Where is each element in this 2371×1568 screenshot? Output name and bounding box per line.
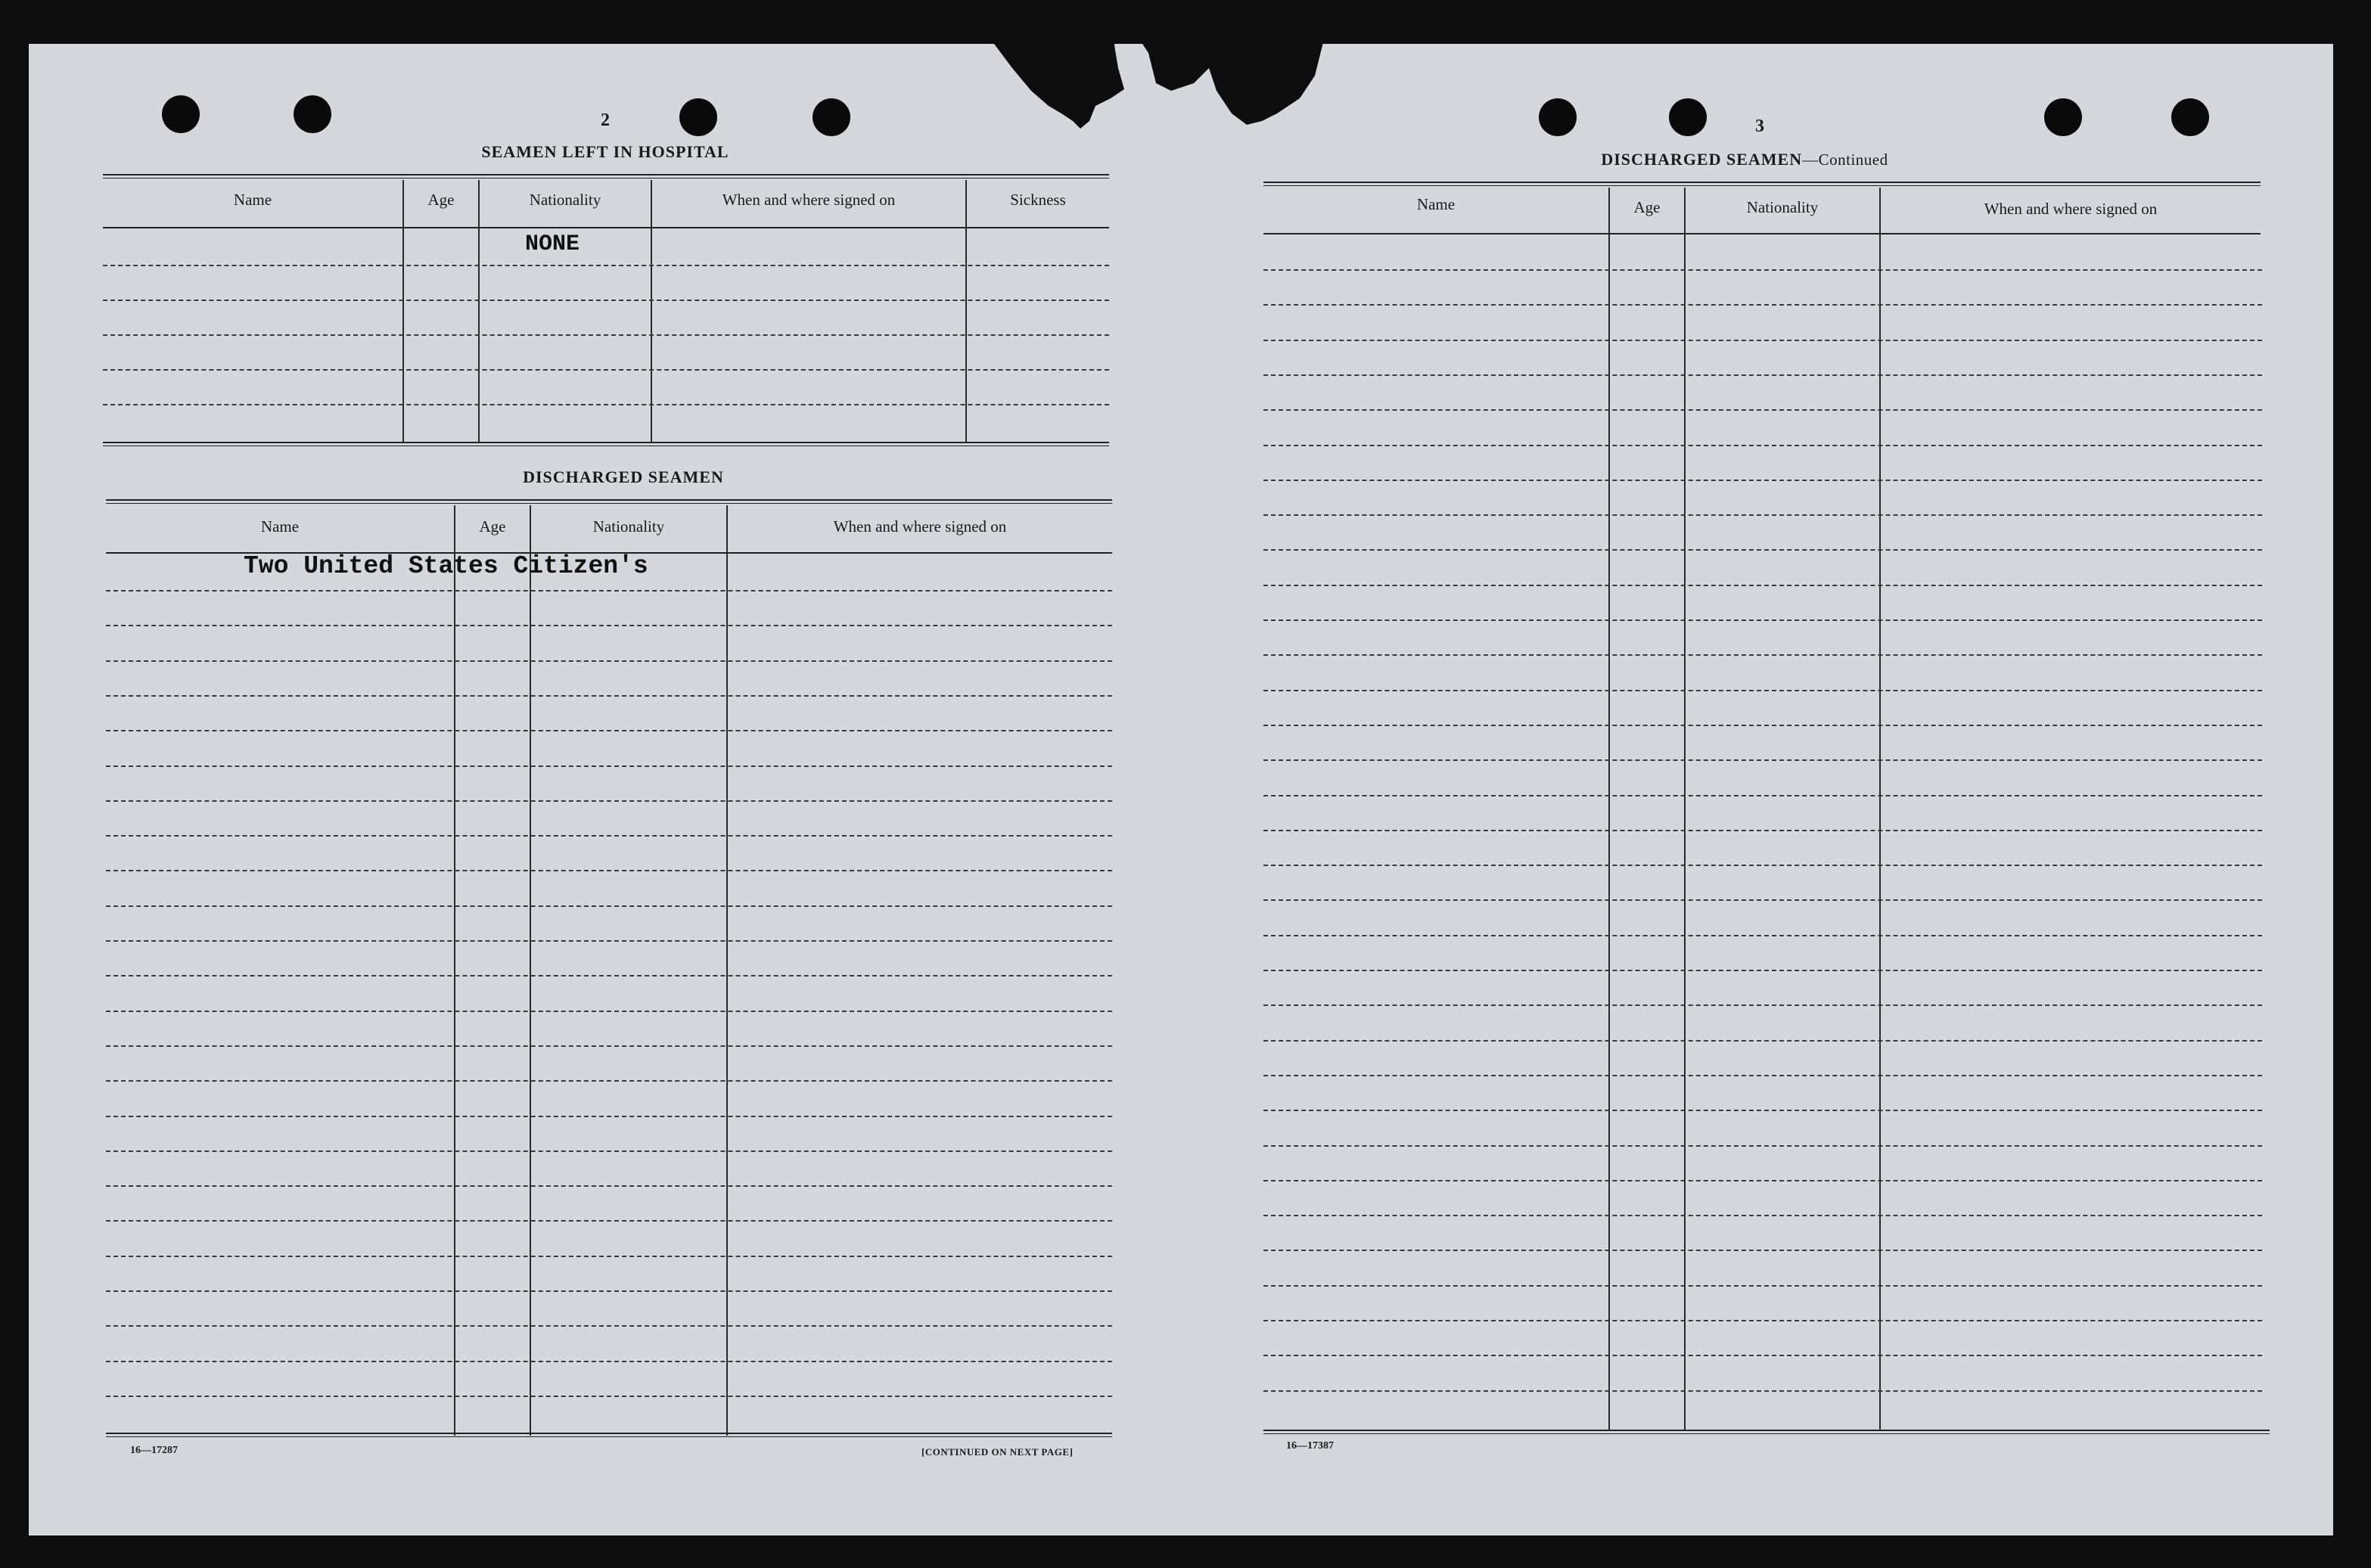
row-line	[106, 625, 1112, 626]
col-name: Name	[233, 191, 272, 209]
row-line	[106, 1396, 1112, 1397]
row-line	[1263, 304, 2262, 306]
row-line	[1263, 619, 2262, 621]
row-line	[106, 1220, 1112, 1222]
page-number: 2	[601, 110, 610, 130]
punch-hole	[162, 95, 200, 133]
row-line	[1263, 409, 2262, 411]
page-number: 3	[1755, 116, 1764, 136]
row-line	[103, 265, 1109, 266]
punch-hole	[813, 98, 850, 136]
col-sickness: Sickness	[1010, 191, 1066, 209]
row-line	[1263, 1215, 2262, 1216]
row-line	[106, 1185, 1112, 1187]
row-line	[106, 1325, 1112, 1327]
col-signed-on: When and where signed on	[1984, 200, 2158, 218]
row-line	[1263, 1110, 2262, 1111]
row-line	[1263, 549, 2262, 551]
row-line	[1263, 1390, 2262, 1392]
row-line	[103, 369, 1109, 371]
torn-edge	[959, 0, 1353, 151]
row-line	[1263, 1145, 2262, 1147]
row-line	[1263, 725, 2262, 726]
table-top-rule	[1263, 182, 2261, 186]
row-line	[106, 940, 1112, 942]
row-line	[106, 1256, 1112, 1257]
punch-hole	[2171, 98, 2209, 136]
row-line	[1263, 935, 2262, 936]
header-rule	[103, 227, 1109, 228]
row-line	[103, 300, 1109, 301]
row-line	[1263, 1285, 2262, 1287]
row-line	[1263, 1040, 2262, 1042]
row-line	[106, 1045, 1112, 1047]
col-name: Name	[1416, 195, 1456, 213]
row-line	[103, 404, 1109, 405]
row-line	[1263, 654, 2262, 656]
col-nationality: Nationality	[529, 191, 601, 209]
row-line	[1263, 480, 2262, 481]
punch-hole	[294, 95, 331, 133]
col-divider	[454, 505, 455, 1436]
row-line	[1263, 899, 2262, 901]
row-line	[1263, 514, 2262, 516]
col-nationality: Nationality	[1746, 198, 1819, 216]
discharged-section-title: DISCHARGED SEAMEN	[523, 467, 724, 486]
row-line	[1263, 830, 2262, 831]
row-line	[1263, 1320, 2262, 1321]
hospital-section-title: SEAMEN LEFT IN HOSPITAL	[481, 142, 729, 161]
row-line	[106, 975, 1112, 977]
row-line	[106, 835, 1112, 837]
title-main: DISCHARGED SEAMEN	[1601, 150, 1803, 169]
col-signed-on: When and where signed on	[722, 191, 896, 209]
table-bottom-rule	[106, 1433, 1112, 1437]
table-top-rule	[106, 499, 1112, 504]
punch-hole	[1539, 98, 1577, 136]
row-line	[106, 590, 1112, 591]
punch-hole	[679, 98, 717, 136]
row-line	[106, 660, 1112, 662]
document-sheet	[29, 44, 2333, 1535]
row-line	[1263, 1355, 2262, 1356]
row-line	[106, 1011, 1112, 1012]
row-line	[106, 695, 1112, 697]
row-line	[106, 800, 1112, 802]
col-divider	[726, 505, 728, 1436]
row-line	[106, 765, 1112, 767]
form-code: 16—17387	[1286, 1440, 1334, 1452]
discharged-continued-title	[1442, 150, 2047, 169]
table-bottom-rule	[103, 442, 1109, 446]
row-line	[1263, 374, 2262, 376]
row-line	[1263, 690, 2262, 691]
punch-hole	[1669, 98, 1707, 136]
row-line	[103, 334, 1109, 336]
col-signed-on: When and where signed on	[833, 517, 1007, 536]
row-line	[1263, 759, 2262, 761]
discharged-entry: Two United States Citizen's	[244, 552, 648, 580]
col-divider	[530, 505, 531, 1436]
row-line	[106, 1361, 1112, 1362]
row-line	[106, 730, 1112, 731]
hospital-entry: NONE	[525, 231, 580, 257]
header-rule	[1263, 233, 2261, 234]
row-line	[1263, 585, 2262, 586]
continued-note: [CONTINUED ON NEXT PAGE]	[921, 1446, 1074, 1458]
col-age: Age	[427, 191, 455, 209]
row-line	[106, 870, 1112, 871]
row-line	[1263, 340, 2262, 341]
row-line	[106, 1080, 1112, 1082]
punch-hole	[2044, 98, 2082, 136]
row-line	[1263, 1180, 2262, 1181]
row-line	[1263, 865, 2262, 866]
col-age: Age	[1633, 198, 1661, 216]
col-nationality: Nationality	[592, 517, 665, 536]
row-line	[1263, 1004, 2262, 1006]
table-bottom-rule	[1263, 1430, 2270, 1434]
row-line	[1263, 1250, 2262, 1251]
table-top-rule	[103, 174, 1109, 179]
form-code: 16—17287	[130, 1445, 178, 1456]
row-line	[1263, 445, 2262, 446]
row-line	[106, 1116, 1112, 1117]
title-suffix: —Continued	[1802, 151, 1888, 169]
row-line	[1263, 970, 2262, 971]
row-line	[1263, 795, 2262, 796]
row-line	[106, 905, 1112, 907]
row-line	[1263, 269, 2262, 271]
row-line	[106, 1290, 1112, 1292]
row-line	[106, 1150, 1112, 1152]
col-name: Name	[260, 517, 300, 536]
col-age: Age	[479, 517, 506, 536]
row-line	[1263, 1075, 2262, 1076]
